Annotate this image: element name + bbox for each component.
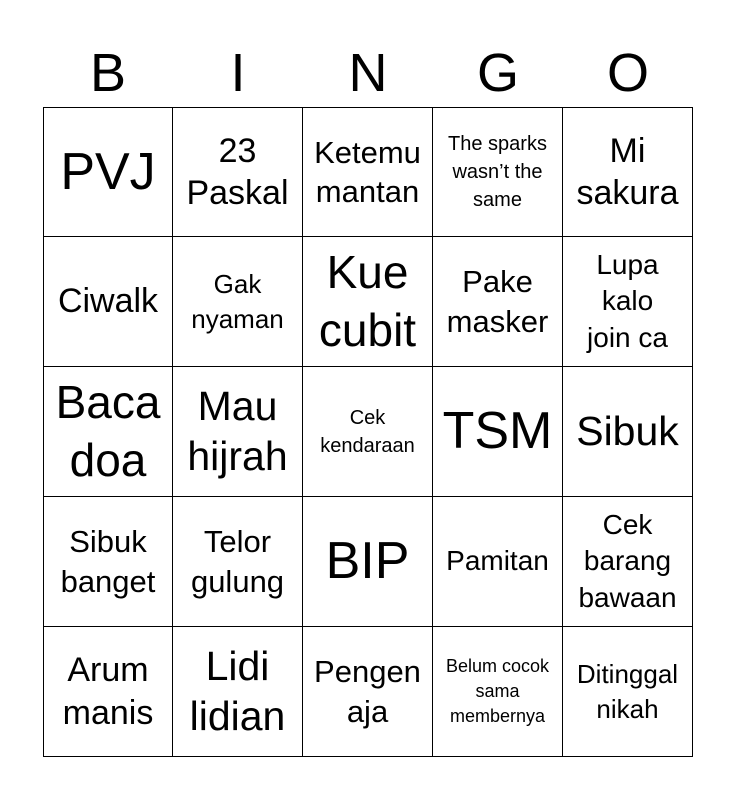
cell-label: Mi sakura xyxy=(576,131,679,212)
bingo-cell[interactable] xyxy=(43,107,173,237)
header-letter-n: N xyxy=(348,43,388,103)
header-letter-g: G xyxy=(476,43,519,103)
bingo-cell[interactable] xyxy=(433,107,563,237)
bingo-cell[interactable] xyxy=(303,237,433,367)
bingo-cell[interactable] xyxy=(433,237,563,367)
cell-label: Kue cubit xyxy=(318,246,417,356)
bingo-board xyxy=(43,107,693,757)
cell-label: PVJ xyxy=(60,142,156,201)
bingo-cell[interactable] xyxy=(563,237,693,367)
bingo-cell[interactable] xyxy=(433,497,563,627)
cell-label: Pengen aja xyxy=(314,654,421,729)
cell-label: Arum manis xyxy=(62,651,154,732)
bingo-cell[interactable] xyxy=(173,627,303,757)
cell-label: Cek barang bawaan xyxy=(578,508,677,613)
cell-label: Belum cocok sama membernya xyxy=(445,655,550,727)
bingo-cell[interactable] xyxy=(563,367,693,497)
bingo-cell[interactable] xyxy=(563,627,693,757)
cell-label: Ketemu mantan xyxy=(314,134,421,209)
cell-label: The sparks wasn’t the same xyxy=(448,133,547,211)
header-letter-b: B xyxy=(89,43,127,103)
bingo-cell[interactable] xyxy=(43,497,173,627)
cell-label: 23 Paskal xyxy=(186,131,289,212)
cell-label: Ciwalk xyxy=(57,282,159,321)
bingo-cell[interactable] xyxy=(173,497,303,627)
cell-label: Cek kendaraan xyxy=(320,406,415,457)
header-letter-o: O xyxy=(606,43,649,103)
cell-label: Baca doa xyxy=(55,376,161,486)
bingo-cell[interactable] xyxy=(173,237,303,367)
bingo-cell[interactable] xyxy=(433,367,563,497)
cell-label: Sibuk xyxy=(576,407,679,454)
bingo-cell[interactable] xyxy=(303,107,433,237)
bingo-cell[interactable] xyxy=(303,497,433,627)
cell-label: Telor gulung xyxy=(190,524,285,599)
cell-label: TSM xyxy=(442,402,553,461)
bingo-cell[interactable] xyxy=(173,367,303,497)
header-letter-i: I xyxy=(230,43,246,103)
cell-label: Lupa kalo join ca xyxy=(587,248,668,353)
cell-label: Sibuk banget xyxy=(60,524,156,599)
bingo-cell[interactable] xyxy=(433,627,563,757)
cell-label: Pamitan xyxy=(446,545,549,577)
cell-label: BIP xyxy=(325,532,410,591)
bingo-cell[interactable] xyxy=(43,367,173,497)
cell-label: Pake masker xyxy=(446,264,549,339)
cell-label: Gak nyaman xyxy=(191,269,284,334)
bingo-cell[interactable] xyxy=(43,627,173,757)
bingo-cell[interactable] xyxy=(43,237,173,367)
bingo-cell[interactable] xyxy=(563,107,693,237)
bingo-cell[interactable] xyxy=(563,497,693,627)
bingo-cell[interactable] xyxy=(303,367,433,497)
cell-label: Mau hijrah xyxy=(187,383,288,479)
bingo-header xyxy=(43,40,693,106)
bingo-cell[interactable] xyxy=(173,107,303,237)
cell-label: Lidi lidian xyxy=(189,643,286,739)
bingo-cell[interactable] xyxy=(303,627,433,757)
cell-label: Ditinggal nikah xyxy=(576,659,679,724)
